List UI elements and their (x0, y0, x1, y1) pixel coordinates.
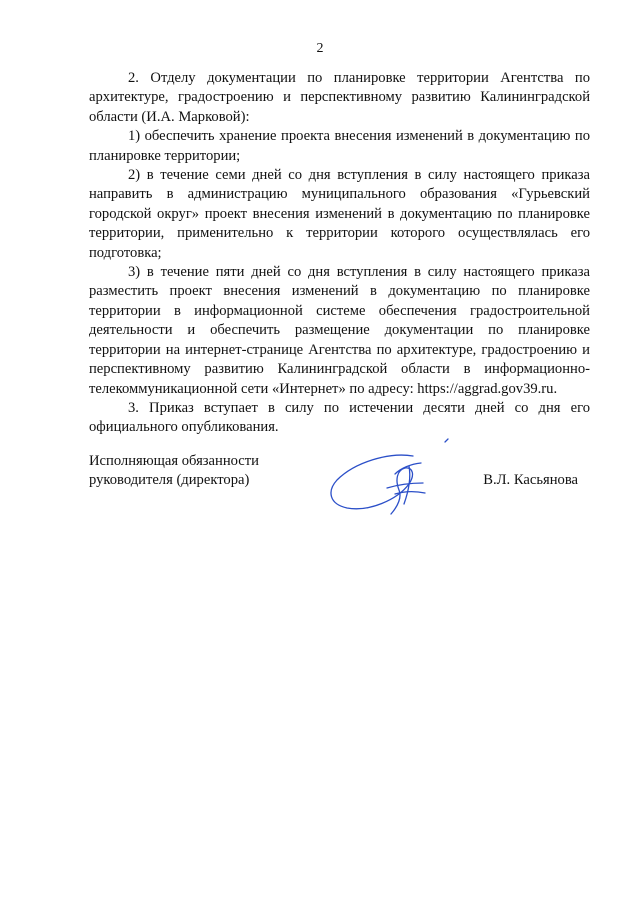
signatory-position-line2: руководителя (директора) (89, 472, 250, 489)
paragraph-subitem-3: 3) в течение пяти дней со дня вступления в силу настоящего приказа разместить проект внесения изменений в документацию по планировке территории в информационной системе обеспечения градостроительной деятельности и обеспечить размещение документации по планировке территории на интернет-странице Агентства по архитектуре, градостроению и перспективному развитию Калининградской области в информационно-телекоммуникационной сети «Интернет» по адресу: https://aggrad.gov39.ru. (89, 264, 590, 397)
paragraph-item-2: 2. Отделу документации по планировке территории Агентства по архитектуре, градостроению и перспективному развитию Калининградской области (И.А. Марковой): (89, 70, 590, 125)
paragraph-subitem-1: 1) обеспечить хранение проекта внесения изменений в документацию по планировке территории; (89, 128, 590, 164)
handwritten-signature-icon (325, 434, 455, 524)
signature-block (89, 452, 590, 522)
order-body (89, 69, 590, 438)
paragraph-item-3: 3. Приказ вступает в силу по истечении десяти дней со дня его официального опубликования. (89, 399, 590, 436)
signatory-position (89, 452, 259, 491)
signatory-name: В.Л. Касьянова (483, 472, 578, 488)
page-number: 2 (316, 41, 324, 56)
paragraph-subitem-2: 2) в течение семи дней со дня вступления в силу настоящего приказа направить в администрацию муниципального образования «Гурьевский городской округ» проект внесения изменений в документацию по планировке территории, применительно к территории которого осуществлялась его подготовка; (89, 167, 590, 261)
signatory-position-line1: Исполняющая обязанности (89, 453, 259, 469)
